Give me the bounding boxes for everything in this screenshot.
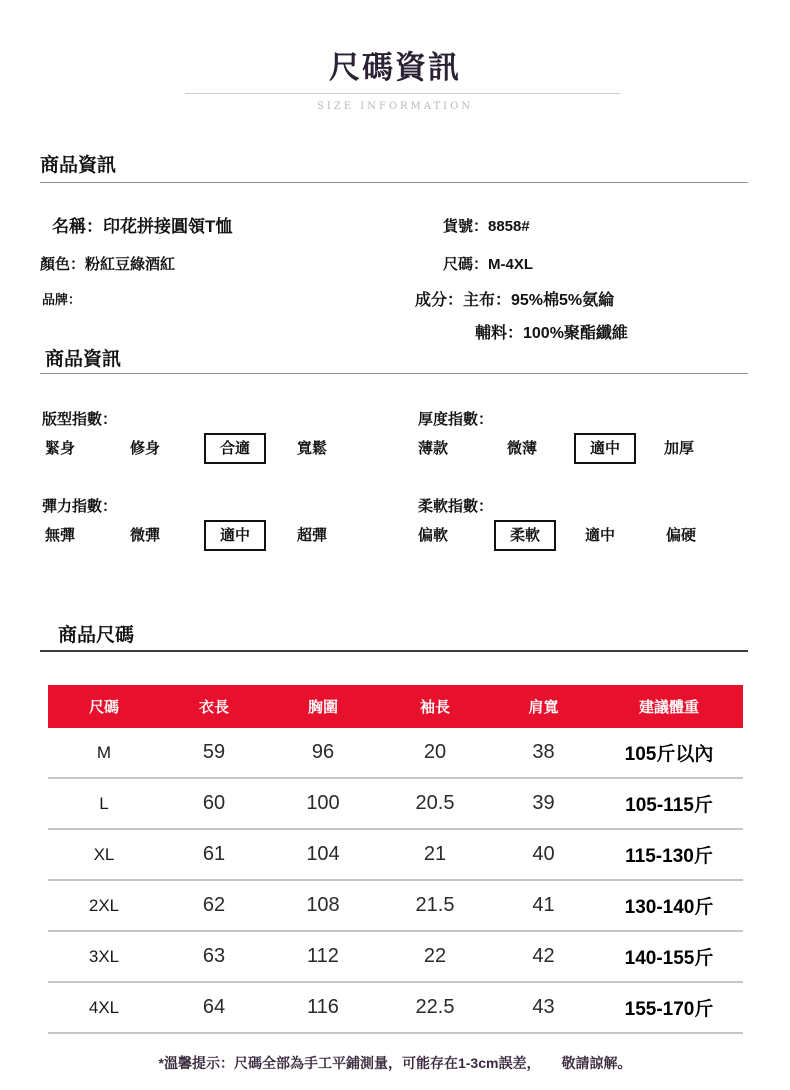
column-header: 胸圍 bbox=[307, 699, 338, 716]
table-cell: 22 bbox=[423, 945, 447, 967]
table-row bbox=[48, 779, 743, 830]
column-header: 肩寬 bbox=[528, 699, 559, 716]
table-cell: 96 bbox=[311, 741, 335, 763]
table-cell: 38 bbox=[532, 741, 555, 763]
elasticity-option: 微彈 bbox=[130, 527, 161, 544]
table-cell: 105-115斤 bbox=[625, 795, 713, 816]
section-divider bbox=[40, 650, 748, 652]
table-row bbox=[48, 932, 743, 983]
table-cell: 64 bbox=[202, 996, 226, 1018]
size-table-header-row bbox=[48, 685, 743, 728]
table-cell: 140-155斤 bbox=[624, 948, 714, 969]
table-cell: 59 bbox=[202, 741, 226, 763]
table-cell: 105斤以內 bbox=[624, 744, 714, 765]
thickness-option-selected: 適中 bbox=[574, 433, 636, 464]
table-cell: 43 bbox=[532, 996, 555, 1018]
table-cell: 100 bbox=[306, 792, 340, 814]
softness-option: 偏硬 bbox=[666, 527, 697, 544]
table-cell: 62 bbox=[202, 894, 226, 916]
product-info-section-title: 商品資訊 bbox=[40, 155, 117, 176]
table-cell: 22.5 bbox=[415, 996, 455, 1018]
product-accessory: 輔料：100%聚酯纖維 bbox=[475, 325, 628, 342]
elasticity-option: 無彈 bbox=[45, 527, 76, 544]
table-row bbox=[48, 983, 743, 1034]
table-cell: M bbox=[96, 742, 112, 762]
page-title: 尺碼資訊 bbox=[329, 50, 461, 85]
table-cell: 155-170斤 bbox=[624, 999, 714, 1020]
product-color: 顏色：粉紅豆綠酒紅 bbox=[40, 256, 176, 273]
table-row bbox=[48, 830, 743, 881]
product-composition: 成分：主布：95%棉5%氨綸 bbox=[415, 292, 615, 309]
product-name: 名稱：印花拼接圓領T恤 bbox=[52, 217, 233, 236]
product-brand: 品牌： bbox=[42, 292, 82, 307]
product-size-range: 尺碼：M-4XL bbox=[443, 256, 534, 273]
table-row bbox=[48, 881, 743, 932]
section-divider bbox=[40, 182, 748, 183]
elasticity-index-label: 彈力指數： bbox=[42, 498, 118, 515]
table-cell: 104 bbox=[306, 843, 340, 865]
table-cell: L bbox=[99, 793, 109, 813]
table-cell: 21.5 bbox=[415, 894, 455, 916]
thickness-option: 薄款 bbox=[418, 440, 449, 457]
column-header: 尺碼 bbox=[88, 699, 119, 716]
table-cell: XL bbox=[93, 844, 115, 864]
column-header: 建議體重 bbox=[638, 699, 699, 716]
thickness-index-label: 厚度指數： bbox=[418, 411, 494, 428]
thickness-option: 微薄 bbox=[507, 440, 538, 457]
fit-option: 緊身 bbox=[45, 440, 76, 457]
table-cell: 20.5 bbox=[415, 792, 455, 814]
table-cell: 42 bbox=[532, 945, 555, 967]
fit-option: 寬鬆 bbox=[297, 440, 328, 457]
table-cell: 41 bbox=[532, 894, 555, 916]
column-header: 袖長 bbox=[419, 699, 450, 716]
fit-index-label: 版型指數： bbox=[42, 411, 118, 428]
page-subtitle: SIZE INFORMATION bbox=[316, 101, 474, 112]
title-divider bbox=[185, 93, 620, 94]
table-cell: 130-140斤 bbox=[624, 897, 714, 918]
table-cell: 20 bbox=[423, 741, 447, 763]
size-table bbox=[48, 685, 743, 1034]
table-cell: 61 bbox=[202, 843, 226, 865]
softness-option: 適中 bbox=[585, 527, 616, 544]
fit-option-selected: 合適 bbox=[204, 433, 266, 464]
table-cell: 40 bbox=[532, 843, 555, 865]
softness-index-label: 柔軟指數： bbox=[418, 498, 494, 515]
indices-section-title: 商品資訊 bbox=[45, 349, 122, 370]
table-cell: 116 bbox=[307, 996, 339, 1018]
elasticity-option: 超彈 bbox=[297, 527, 328, 544]
fit-option: 修身 bbox=[130, 440, 161, 457]
softness-option-selected: 柔軟 bbox=[494, 520, 556, 551]
table-cell: 60 bbox=[202, 792, 226, 814]
table-cell: 2XL bbox=[88, 895, 120, 915]
table-cell: 4XL bbox=[88, 997, 120, 1017]
table-cell: 3XL bbox=[88, 946, 120, 966]
table-cell: 39 bbox=[532, 792, 555, 814]
product-item-no: 貨號：8858# bbox=[443, 218, 530, 235]
size-section-title: 商品尺碼 bbox=[58, 625, 135, 646]
section-divider bbox=[40, 373, 748, 374]
table-cell: 63 bbox=[202, 945, 226, 967]
measurement-disclaimer: *溫馨提示：尺碼全部為手工平鋪測量，可能存在1-3cm誤差， 敬請諒解。 bbox=[158, 1055, 632, 1071]
column-header: 衣長 bbox=[198, 699, 229, 716]
softness-option: 偏軟 bbox=[418, 527, 449, 544]
table-cell: 21 bbox=[423, 843, 447, 865]
table-cell: 112 bbox=[307, 945, 339, 967]
table-cell: 115-130斤 bbox=[625, 846, 713, 867]
table-cell: 108 bbox=[306, 894, 340, 916]
thickness-option: 加厚 bbox=[664, 440, 695, 457]
elasticity-option-selected: 適中 bbox=[204, 520, 266, 551]
table-row bbox=[48, 728, 743, 779]
